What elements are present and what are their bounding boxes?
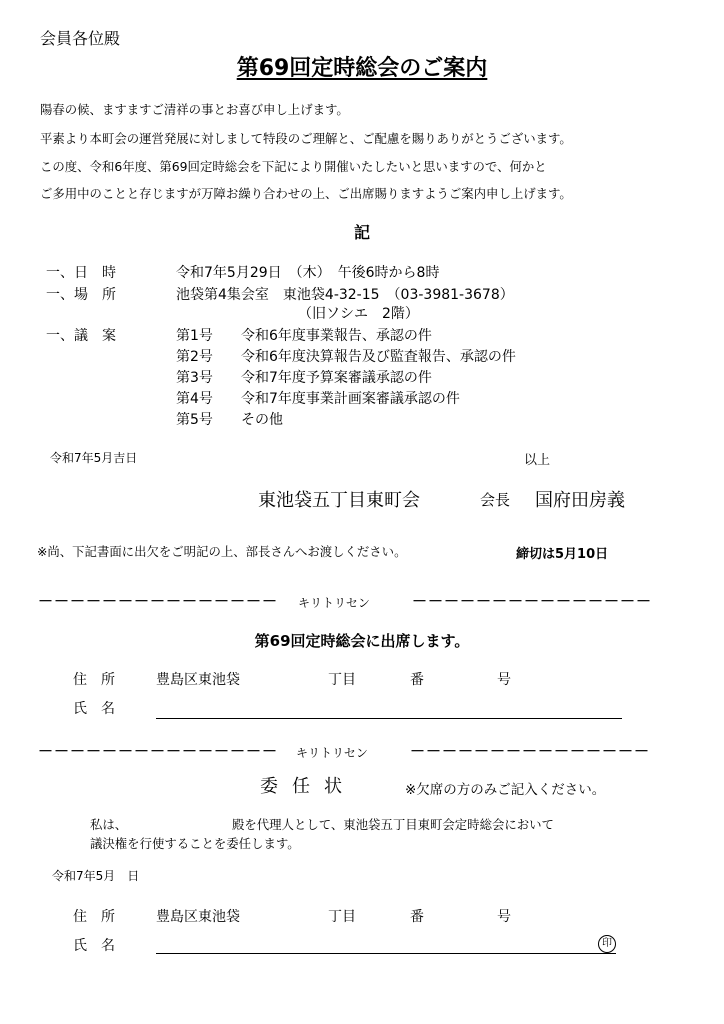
agenda-text: 令和7年度事業計画案審議承認の件 [241,391,460,407]
chome-label: 丁目 [328,672,356,688]
proxy-date: 令和7年5月 日 [52,869,140,883]
seal-mark: 印 [598,935,616,953]
cut-line-label: キリトリセン [296,746,368,760]
name-label: 氏 名 [73,701,115,717]
proxy-text-2: 議決権を行使することを委任します。 [90,836,300,851]
ki-heading: 記 [353,223,370,242]
date-value: 令和7年5月29日 （木） 午後6時から8時 [176,265,440,281]
agenda-no: 第4号 [176,391,213,407]
document-title [0,51,724,82]
go-label: 号 [497,672,511,688]
place-label: 一、場 所 [46,287,116,303]
name-label: 氏 名 [73,938,115,954]
agenda-no: 第1号 [176,328,213,344]
greeting-line-1: 陽春の候、ますますご清祥の事とお喜び申し上げます。 [40,102,349,117]
submission-note: ※尚、下記書面に出欠をご明記の上、部長さんへお渡しください。 [37,544,407,559]
go-label: 号 [497,909,511,925]
cut-dashes-left: －－－－－－－－－－－－－－－ [38,592,279,610]
cut-dashes-left: －－－－－－－－－－－－－－－ [38,742,279,760]
proxy-note: ※欠席の方のみご記入ください。 [405,782,606,798]
agenda-no: 第2号 [176,349,213,365]
title-text: 第69回定時総会のご案内 [236,56,488,81]
address-label: 住 所 [73,909,115,925]
place-sub: （旧ソシエ 2階） [298,306,419,322]
addressee: 会員各位殿 [40,29,121,48]
name-input-line[interactable] [156,953,616,954]
greeting-line-3: この度、令和6年度、第69回定時総会を下記により開催いたしたいと思いますので、何かと [40,159,547,174]
address-value: 豊島区東池袋 [156,909,240,925]
agenda-text: その他 [241,412,283,428]
agenda-label: 一、議 案 [46,328,116,344]
agenda-text: 令和6年度事業報告、承認の件 [241,328,432,344]
cut-line-label: キリトリセン [298,596,370,610]
agenda-text: 令和6年度決算報告及び監査報告、承認の件 [241,349,516,365]
ban-label: 番 [410,909,424,925]
chome-label: 丁目 [328,909,356,925]
agenda-no: 第5号 [176,412,213,428]
greeting-line-4: ご多用中のことと存じますが万障お繰り合わせの上、ご出席賜りますようご案内申し上げます。 [40,186,572,201]
agenda-no: 第3号 [176,370,213,386]
address-value: 豊島区東池袋 [156,672,240,688]
president-name: 国府田房義 [535,490,625,511]
cut-dashes-right: －－－－－－－－－－－－－－－ [410,742,651,760]
president-role: 会長 [480,491,511,509]
ban-label: 番 [410,672,424,688]
proxy-title: 委任状 [260,776,356,797]
issue-date: 令和7年5月吉日 [50,451,138,465]
proxy-text-1a: 私は、 [90,817,128,832]
attendance-title: 第69回定時総会に出席します。 [254,632,470,650]
cut-dashes-right: －－－－－－－－－－－－－－－ [412,592,653,610]
address-label: 住 所 [73,672,115,688]
name-input-line[interactable] [156,718,622,719]
agenda-text: 令和7年度予算案審議承認の件 [241,370,432,386]
date-label: 一、日 時 [46,265,116,281]
greeting-line-2: 平素より本町会の運営発展に対しまして特段のご理解と、ご配慮を賜りありがとうございます。 [40,131,572,146]
deadline: 締切は5月10日 [516,547,609,562]
proxy-text-1b: 殿を代理人として、東池袋五丁目東町会定時総会において [232,817,554,832]
association-name: 東池袋五丁目東町会 [258,490,420,511]
ijo-closing: 以上 [524,453,551,468]
place-value: 池袋第4集会室 東池袋4-32-15 （03-3981-3678） [176,287,514,303]
